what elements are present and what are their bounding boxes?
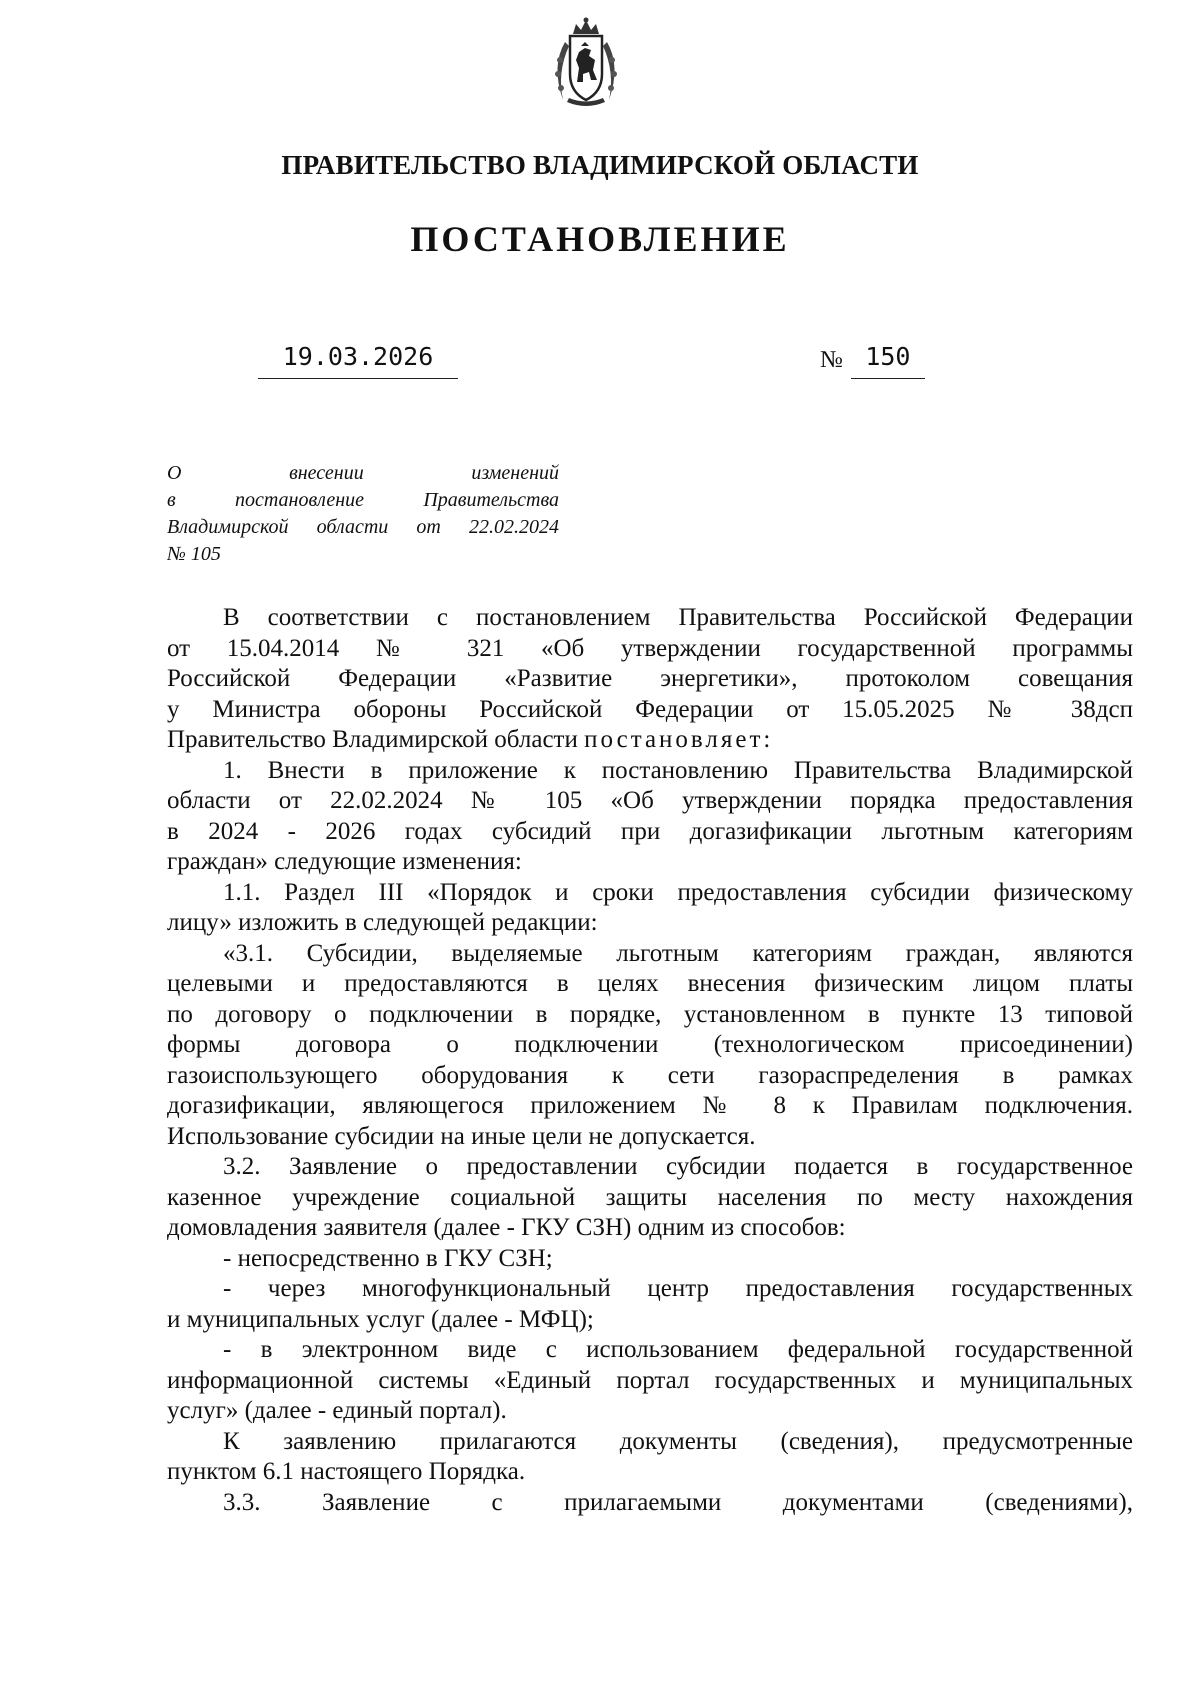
body-line: Российской Федерации «Развитие энергетики», протоколом совещания (167, 665, 1133, 692)
number-sign: № (820, 347, 843, 373)
body-line: в 2024 - 2026 годах субсидий при догазификации льготным категориям (167, 817, 1133, 845)
body-line: - через многофункциональный центр предоставления государственных (223, 1275, 1133, 1302)
resolves-word: постановляет: (584, 726, 774, 753)
government-name: ПРАВИТЕЛЬСТВО ВЛАДИМИРСКОЙ ОБЛАСТИ (281, 150, 919, 180)
body-line (167, 725, 1133, 756)
subject-line: в постановление Правительства (167, 489, 559, 511)
body-line: 3.2. Заявление о предоставлении субсидии подается в государственное (223, 1153, 1133, 1180)
document-body (167, 603, 1133, 1518)
body-line-text: Правительство Владимирской области (167, 726, 578, 753)
body-line: целевыми и предоставляются в целях внесения физическим лицом платы (167, 970, 1133, 997)
body-line: области от 22.02.2024 № 105 «Об утверждении порядка предоставления (167, 787, 1133, 814)
body-line: - в электронном виде с использованием федеральной государственной (223, 1336, 1133, 1363)
body-line: 1.1. Раздел III «Порядок и сроки предоставления субсидии физическому (223, 878, 1133, 906)
body-line: «3.1. Субсидии, выделяемые льготным категориям граждан, являются (223, 939, 1133, 967)
body-line: домовладения заявителя (далее - ГКУ СЗН) одним из способов: (167, 1214, 846, 1241)
document-subject (167, 460, 559, 568)
body-line: от 15.04.2014 № 321 «Об утверждении государственной программы (167, 634, 1133, 662)
body-line: 1. Внести в приложение к постановлению Правительства Владимирской (223, 756, 1133, 784)
body-line: догазификации, являющегося приложением № 8 к Правилам подключения. (167, 1092, 1133, 1119)
body-line: газоиспользующего оборудования к сети газораспределения в рамках (167, 1061, 1133, 1089)
body-line: лицу» изложить в следующей редакции: (167, 909, 598, 936)
subject-line: Владимирской области от 22.02.2024 (167, 516, 559, 538)
document-date: 19.03.2026 (258, 342, 458, 379)
body-line: и муниципальных услуг (далее - МФЦ); (167, 1305, 594, 1333)
body-line: формы договора о подключении (технологическом присоединении) (167, 1031, 1133, 1058)
body-line: В соответствии с постановлением Правительства Российской Федерации (223, 604, 1133, 631)
body-line: - непосредственно в ГКУ СЗН; (223, 1244, 553, 1272)
body-line: 3.3. Заявление с прилагаемыми документами (сведениями), (223, 1488, 1133, 1516)
body-line: информационной системы «Единый портал государственных и муниципальных (167, 1366, 1133, 1394)
document-number-field (820, 342, 925, 378)
body-line: граждан» следующие изменения: (167, 848, 522, 875)
body-line: пунктом 6.1 настоящего Порядка. (167, 1458, 526, 1485)
body-line: Использование субсидии на иные цели не допускается. (167, 1122, 756, 1150)
body-line: К заявлению прилагаются документы (сведения), предусмотренные (223, 1427, 1133, 1455)
body-line: услуг» (далее - единый портал). (167, 1397, 507, 1424)
body-line: по договору о подключении в порядке, установленном в пункте 13 типовой (167, 1000, 1133, 1028)
document-type-title: ПОСТАНОВЛЕНИЕ (410, 219, 790, 259)
document-number: 150 (851, 342, 925, 379)
body-line: у Министра обороны Российской Федерации от 15.05.2025 № 38дсп (167, 695, 1133, 723)
subject-line: № 105 (167, 543, 221, 565)
body-line: казенное учреждение социальной защиты населения по месту нахождения (167, 1183, 1133, 1211)
coat-of-arms-emblem (543, 16, 629, 112)
subject-line: О внесении изменений (167, 462, 559, 484)
